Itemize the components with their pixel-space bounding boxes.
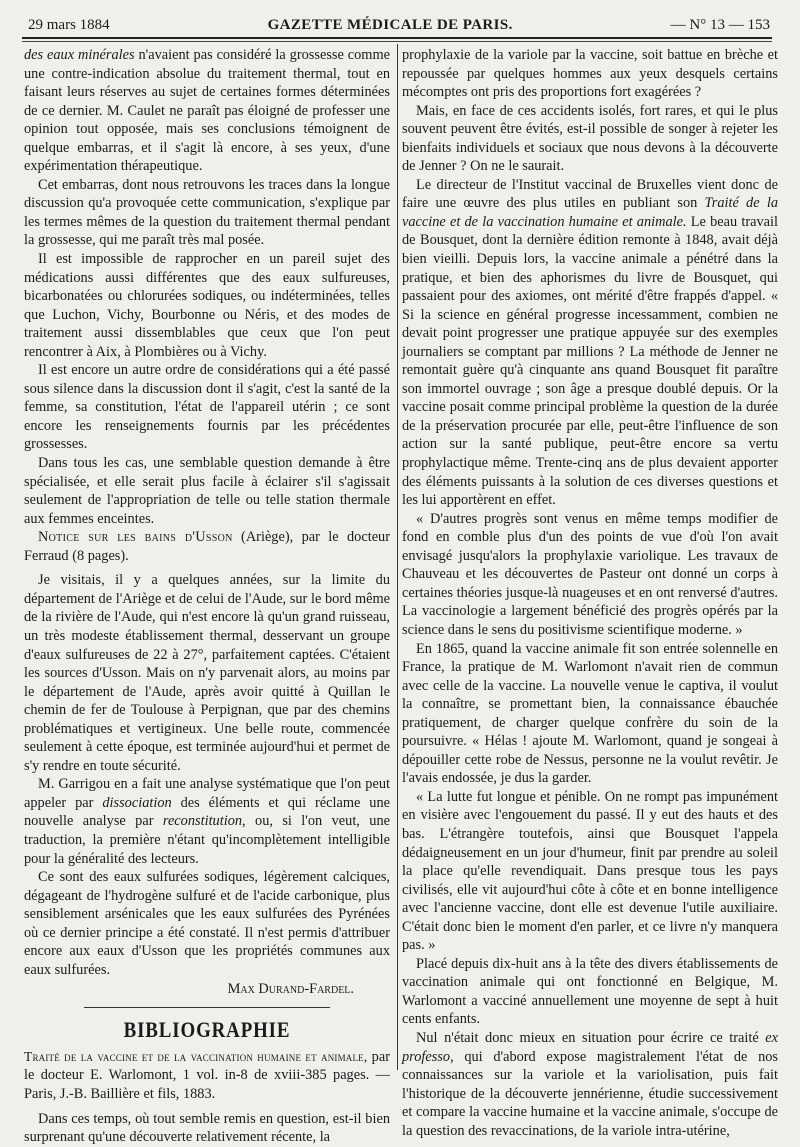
section-heading-bibliographie: BIBLIOGRAPHIE [123,1016,291,1042]
paragraph: Cet embarras, dont nous retrouvons les traces dans la longue discussion qu'a provoquée cette communication, s'explique par les termes mêmes de la question du traitement thermal pendant la grossesse, qui me paraît très mal posée. [24,176,390,249]
paragraph: M. Garrigou en a fait une analyse systématique que l'on peut appeler par dissociation des éléments et qui réclame une nouvelle analyse par reconstitution, ou, si l'on veut, une traduction, la première n'étant qu'incomplètement intelligible pour la généralité des lecteurs. [24,776,390,867]
paragraph: Dans tous les cas, une semblable question demande à être spécialisée, et elle serait plus facile à éclairer s'il s'agissait seulement de l'appropriation de telle ou telle station thermale aux femmes enceintes. [24,455,390,527]
paragraph: Il est impossible de rapprocher en un pareil sujet des médications aussi différentes que des eaux sulfureuses, bicarbonatées ou chlorurées sodiques, ou indéterminées, telles que Luchon, Vichy, Bourbonne ou Néris, et des modes de traitement aussi dissemblables que ceux que l'on peut rencontrer à Aix, à Plombières ou à Vichy. [24,251,390,360]
header-date: 29 mars 1884 [28,16,110,33]
left-column [24,46,390,1147]
right-column [402,46,778,1140]
issue-page-number: — N° 13 — 153 [670,16,770,33]
section-rule [84,1007,330,1008]
header-rule [22,37,772,39]
notice-heading: Notice sur les bains d'Usson (Ariège), par le docteur Ferraud (8 pages). [24,529,391,564]
paragraph: des eaux minérales n'avaient pas considéré la grossesse comme une contre-indication absolue du traitement thermal, tout en faisant leurs réserves au sujet de certaines formes déterminées de ce dernier. M. Caulet ne paraît pas éloigné de professer une opinion tout opposée, mais ses conclusions témoignent de quelque embarras, et il s'agit là encore, à ses yeux, d'une expérimentation thérapeutique. [24,47,390,175]
paragraph: « La lutte fut longue et pénible. On ne rompt pas impunément en visière avec l'engouement du passé. Il y eut des hauts et des bas. L'étrangère toutefois, ainsi que Bousquet l'appela dédaigneusement en un jour d'humeur, finit par prendre au soleil la place qu'elle revendiquait. Dans presque tous les pays civilisés, elle vit aujourd'hui côte à côte et en bonne intelligence avec l'ancienne vaccine, dont elle est devenue l'utile auxiliaire. C'était donc bien le moment d'en parler, et ce livre n'y manquera pas. » [402,788,778,954]
paragraph: Le directeur de l'Institut vaccinal de Bruxelles vient donc de faire une œuvre des plus utiles en publiant son Traité de la vaccine et de la vaccination humaine et animale. Le beau travail de Bousquet, dont la dernière édition remonte à 1848, avait déjà bien vieilli. Depuis lors, la vaccine animale a pénétré dans la pratique, et bien des aphorismes du livre de Bousquet, qui passaient pour des axiomes, ont mérité d'être frappés d'appel. « Si la science en général progresse incessamment, combien ne devait point progresser une pratique appuyée sur des exemples journaliers se comptant par millions ? La méthode de Jenner ne remontait guère qu'à cinquante ans quand Bousquet fit paraître son immortel ouvrage ; son âge a presque doublé depuis. Or la vaccine posait comme principal problème la question de la durée de la préservation procurée par elle, peut-être l'influence de son action sur la santé publique, peut-être encore sa vertu prophylactique même. Trente-cinq ans de plus devaient apporter des éléments puissants à la solution de ces diverses questions et les lui apportèrent en effet. [402,176,778,509]
page-header [28,14,770,36]
column-divider [397,44,398,1070]
paragraph: « D'autres progrès sont venus en même temps modifier de fond en comble plus d'un des points de vue d'où l'on avait envisagé jusqu'alors la prophylaxie variolique. Les travaux de Chauveau et les découvertes de Pasteur ont donné un corps à certaines théories jusque-là nuageuses et en ont renversé d'autres. La vaccinologie a largement bénéficié des progrès opérés par la science dans le sens du positivisme scientifique moderne. » [402,510,778,638]
paragraph: prophylaxie de la variole par la vaccine, soit battue en brèche et repoussée par quelques hommes aux yeux desquels certains mécomptes ont pris des proportions fort exagérées ? [402,47,778,101]
paragraph: Nul n'était donc mieux en situation pour écrire ce traité ex professo, qui d'abord expose magistralement l'état de nos connaissances sur la variole et la variolisation, puis fait l'historique de la découverte jennérienne, étudie successivement et compare la vaccine humaine et la vaccine animale, s'occupe de la question des revaccinations, de la variole intra-utérine, [402,1029,778,1139]
paragraph: Mais, en face de ces accidents isolés, fort rares, et qui le plus souvent peuvent être évités, est-il possible de songer à rejeter les bienfaits individuels et sociaux que nous devons à la découverte de Jenner ? On ne le saurait. [402,102,778,175]
paragraph: Dans ces temps, où tout semble remis en question, est-il bien surprenant qu'une découverte relativement récente, la [24,1110,390,1146]
header-rule-thin [22,41,772,42]
author-signature: Max Durand-Fardel. [227,981,354,998]
book-reference: Traité de la vaccine et de la vaccination humaine et animale, par le docteur E. Warlomont, 1 vol. in-8 de xviii-385 pages. — Paris, J.-B. Baillière et fils, 1883. [24,1048,390,1102]
paragraph: Ce sont des eaux sulfurées sodiques, légèrement calciques, dégageant de l'hydrogène sulfuré et de l'acide carbonique, plus sensiblement arsénicales que les eaux sulfurées des Pyrénées où ce dernier principe a été constaté. Il n'est permis d'attribuer encore aux eaux d'Usson que les propriétés communes aux eaux sulfurées. [24,869,390,978]
paragraph: Placé depuis dix-huit ans à la tête des divers établissements de vaccination animale qui ont fonctionné en Belgique, M. Warlomont a vacciné annuellement une moyenne de sept à huit cents enfants. [402,955,778,1028]
paragraph: En 1865, quand la vaccine animale fit son entrée solennelle en France, la pratique de M. Warlomont n'avait rien de commun avec celle de la vaccine. La nouvelle venue le captiva, il voulut la connaître, se promettant bien, la connaissance ébauchée pratiquement, de charger quelque confrère du soin de la poursuivre. « Hélas ! ajoute M. Warlomont, quand je songeai à dépouiller cette robe de Nessus, personne ne la voulut revêtir. Je l'avais endossée, je dus la garder. [402,640,778,787]
paragraph: Je visitais, il y a quelques années, sur la limite du département de l'Ariège et de celui de l'Aude, sur le bord même de la rivière de l'Aude, qui n'est encore là qu'un grand ruisseau, un très modeste établissement thermal, desservant un groupe d'eaux sulfureuses de 22 à 27°, parfaitement captées. C'étaient les sources d'Usson. Mais on n'y parvenait alors, au moins par le département de l'Aude, après avoir quitté à Quillan le chemin de fer de Toulouse à Perpignan, que par des chemins problématiques et vertigineux. Une belle route, commencée seulement à cette époque, est terminée aujourd'hui et permet de s'y rendre en toute sécurité. [24,572,390,774]
journal-title: GAZETTE MÉDICALE DE PARIS. [267,16,513,33]
paragraph: Il est encore un autre ordre de considérations qui a été passé sous silence dans la discussion dont il s'agit, c'est la santé de la femme, sa constitution, l'état de l'appareil utérin ; ce sont encore les renseignements fournis par les précédentes grossesses. [24,362,390,453]
